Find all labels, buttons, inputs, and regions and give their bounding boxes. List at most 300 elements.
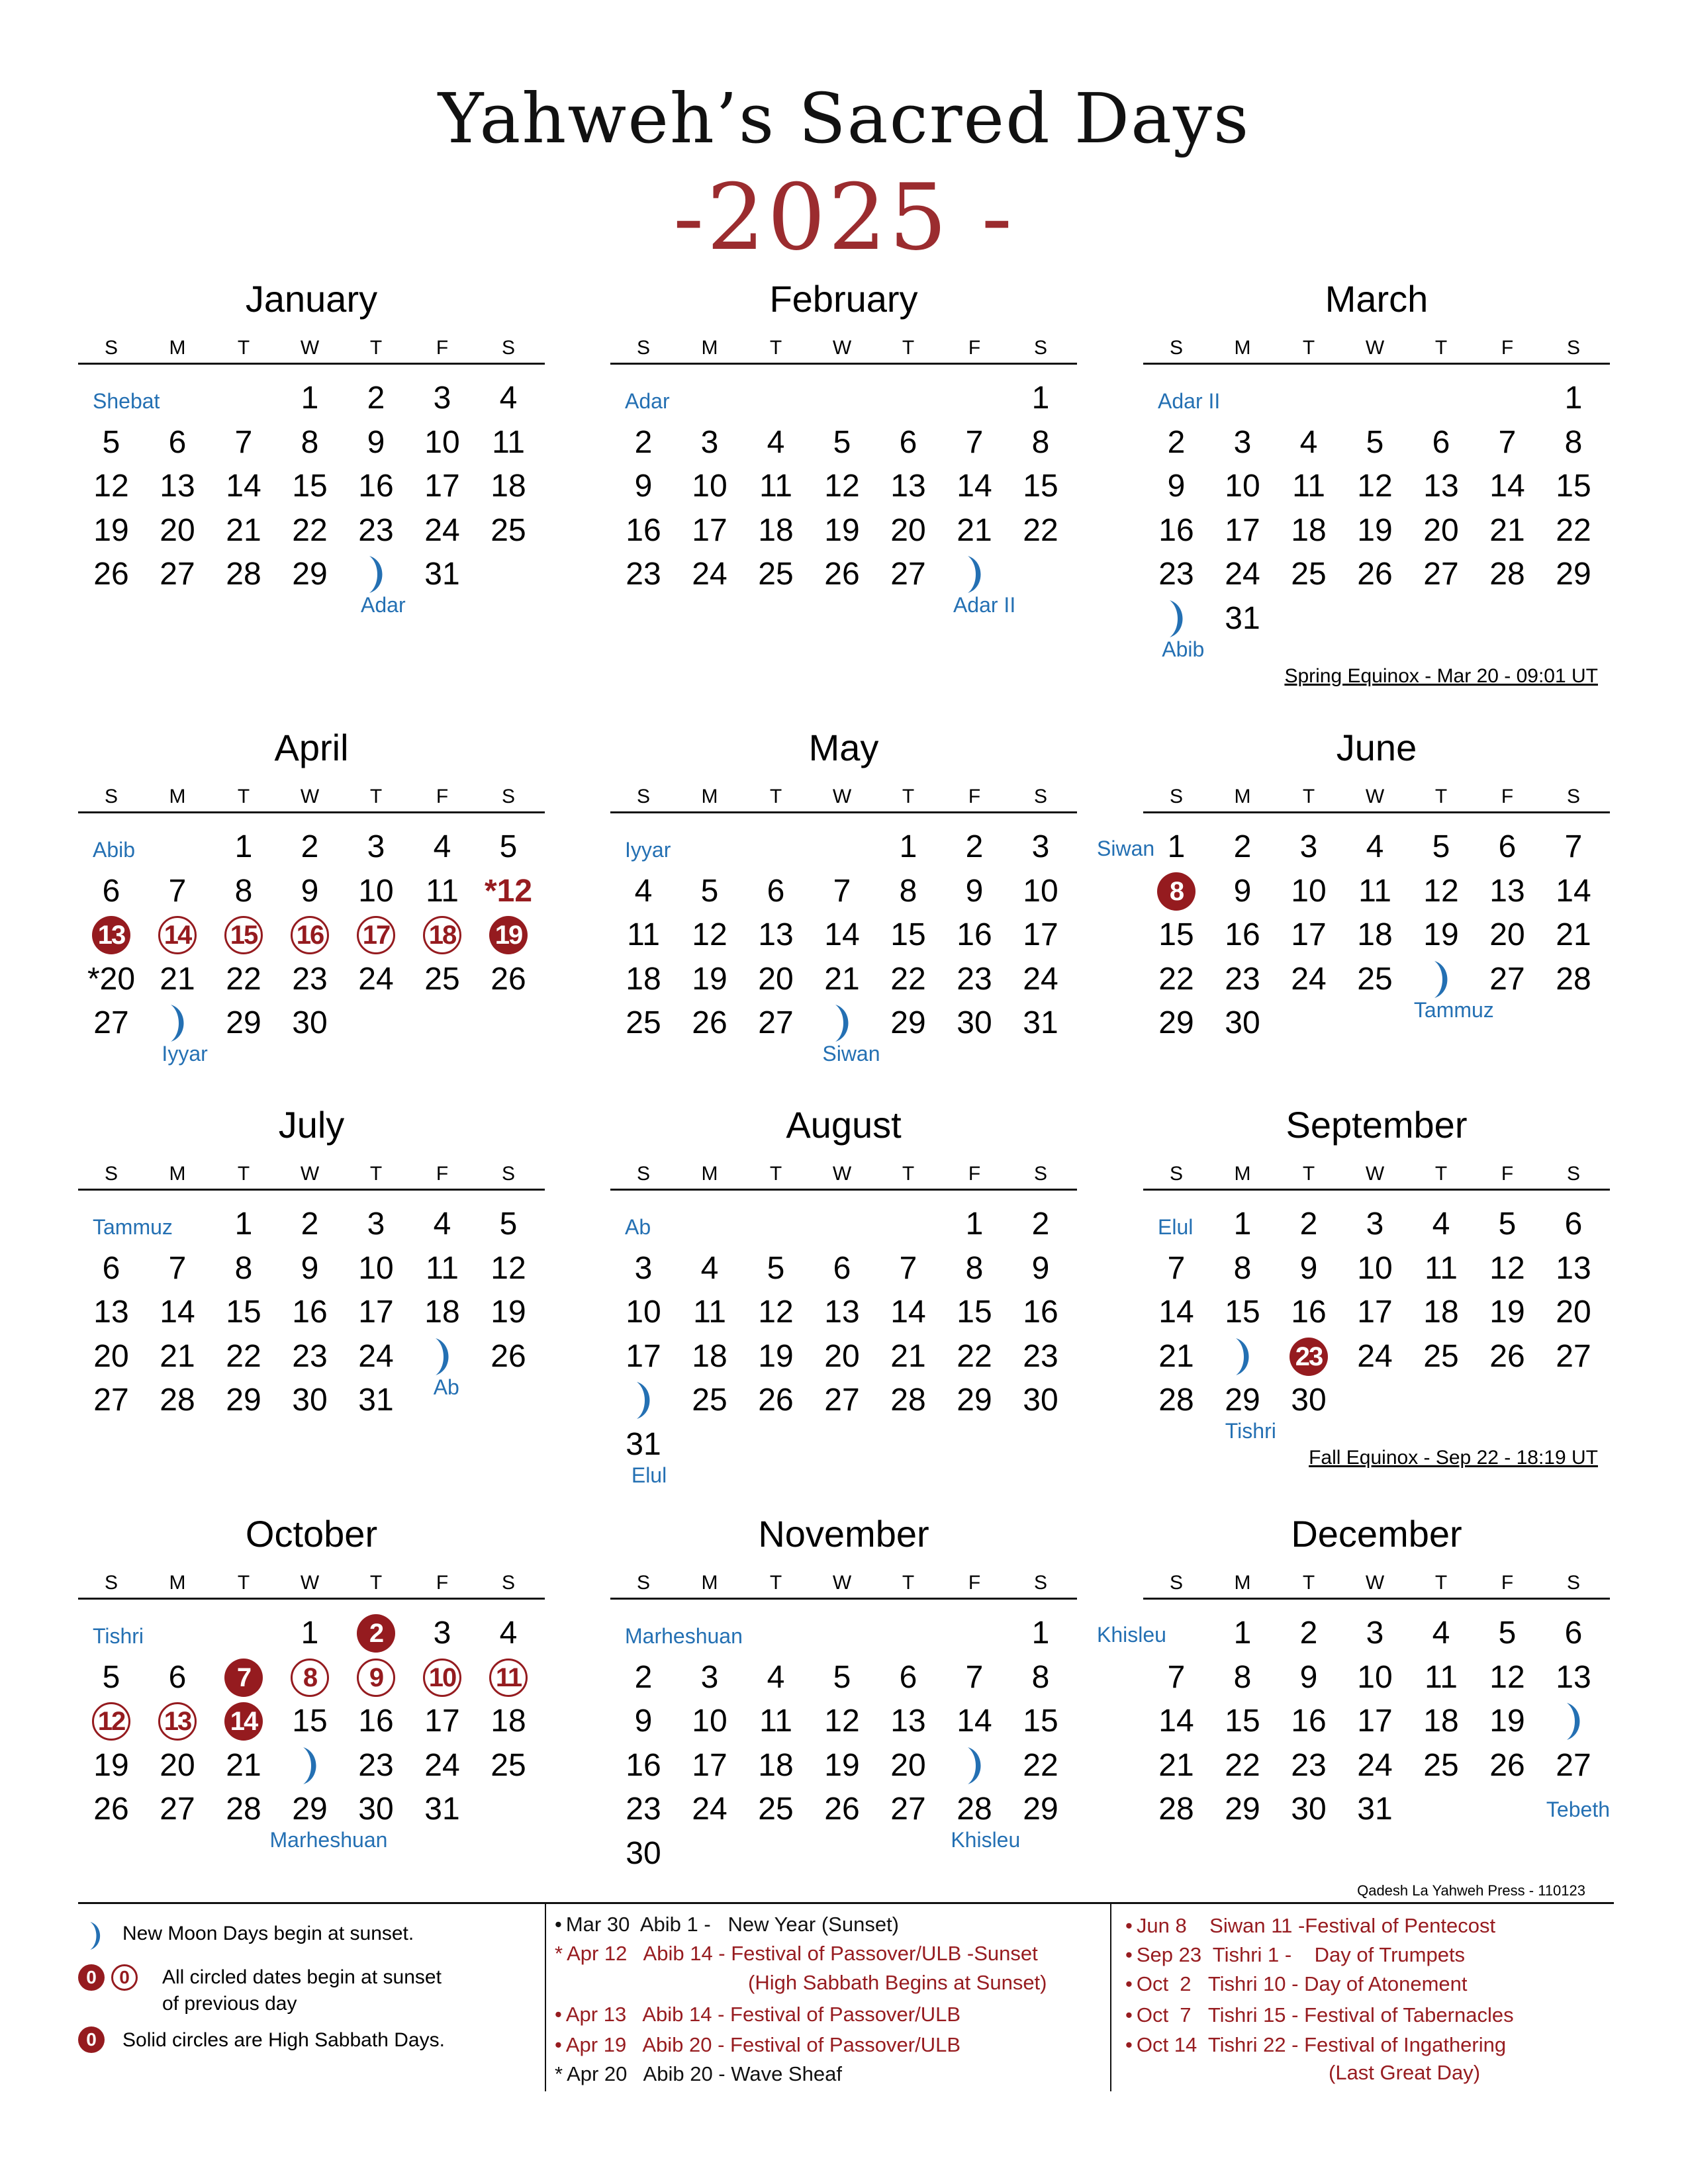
date-cell: 28 bbox=[226, 557, 261, 592]
date-cell: 16 bbox=[292, 1295, 328, 1330]
event-item bbox=[1125, 2002, 1514, 2028]
month-name: July bbox=[278, 1104, 345, 1146]
weekday-label: M bbox=[169, 1572, 186, 1594]
date-cell: 14 bbox=[226, 469, 261, 504]
date-cell: 20 bbox=[890, 1747, 926, 1783]
date-cell: 1 bbox=[1031, 1615, 1050, 1651]
date-cell: 6 bbox=[1564, 1206, 1583, 1242]
date-cell: 10 bbox=[1357, 1659, 1393, 1695]
date-cell: 19 bbox=[824, 512, 860, 548]
date-cell: 11 bbox=[1425, 1659, 1458, 1695]
date-cell: 4 bbox=[1432, 1206, 1450, 1242]
weekday-label: T bbox=[769, 1572, 782, 1594]
date-number: 8 bbox=[303, 1662, 317, 1692]
date-cell: 30 bbox=[957, 1005, 992, 1040]
date-cell: 4 bbox=[499, 381, 518, 416]
bullet-icon: • bbox=[555, 2003, 562, 2026]
date-cell: 15 bbox=[1158, 917, 1194, 952]
date-cell: 16 bbox=[957, 917, 992, 952]
crescent-moon-icon bbox=[294, 1746, 326, 1786]
date-cell: 10 bbox=[1225, 469, 1260, 504]
event-item bbox=[555, 2001, 961, 2028]
date-cell: 14 bbox=[957, 1704, 992, 1739]
date-cell: 23 bbox=[292, 961, 328, 997]
header-rule bbox=[610, 363, 1077, 365]
weekday-label: T bbox=[1434, 337, 1448, 359]
date-cell: 5 bbox=[833, 1659, 851, 1695]
event-text: Jun 8 Siwan 11 -Festival of Pentecost bbox=[1136, 1914, 1496, 1937]
date-cell: 17 bbox=[1291, 917, 1327, 952]
weekday-label: S bbox=[1169, 1572, 1183, 1594]
date-cell: 19 bbox=[824, 1747, 860, 1783]
weekday-label: T bbox=[1302, 1163, 1315, 1185]
weekday-label: T bbox=[902, 1163, 915, 1185]
date-cell: 31 bbox=[424, 1792, 460, 1827]
date-cell: 19 bbox=[1489, 1704, 1525, 1739]
hebrew-month-label: Adar II bbox=[953, 593, 1016, 617]
date-cell: 16 bbox=[1158, 512, 1194, 548]
date-cell: 26 bbox=[491, 961, 526, 997]
crescent-moon-icon bbox=[1558, 1702, 1589, 1741]
date-cell: 10 bbox=[358, 1250, 394, 1286]
feast-date bbox=[78, 1702, 144, 1741]
date-cell: 10 bbox=[358, 873, 394, 909]
date-cell: 9 bbox=[367, 424, 385, 460]
weekday-label: W bbox=[1365, 786, 1385, 807]
weekday-label: T bbox=[237, 337, 250, 359]
date-cell: 11 bbox=[627, 917, 660, 952]
bullet-icon: • bbox=[1125, 2003, 1133, 2026]
date-cell: 23 bbox=[358, 512, 394, 548]
hebrew-month-label: Siwan bbox=[822, 1042, 880, 1066]
crescent-moon-icon bbox=[1227, 1337, 1258, 1377]
high-sabbath-date bbox=[211, 1658, 277, 1698]
weekday-label: T bbox=[902, 786, 915, 807]
new-moon-icon bbox=[1540, 1702, 1607, 1741]
weekday-label: S bbox=[1033, 337, 1047, 359]
date-cell: 16 bbox=[358, 1704, 394, 1739]
date-cell: 10 bbox=[1023, 873, 1058, 909]
date-cell: 13 bbox=[160, 469, 195, 504]
weekday-label: T bbox=[369, 1572, 383, 1594]
crescent-moon-icon bbox=[360, 555, 392, 594]
date-cell: 31 bbox=[1357, 1792, 1393, 1827]
date-cell: 13 bbox=[1556, 1250, 1591, 1286]
date-cell: 20 bbox=[758, 961, 794, 997]
date-cell: 7 bbox=[833, 873, 851, 909]
feast-date bbox=[144, 915, 211, 955]
date-cell: 17 bbox=[1357, 1295, 1393, 1330]
high-sabbath-date bbox=[1276, 1337, 1342, 1377]
date-cell: 21 bbox=[824, 961, 860, 997]
date-cell: 31 bbox=[424, 557, 460, 592]
event-item bbox=[555, 2032, 961, 2058]
high-sabbath-date bbox=[475, 915, 541, 955]
weekday-label: M bbox=[1234, 1163, 1251, 1185]
legend-divider bbox=[78, 1902, 1614, 1904]
date-cell: 1 bbox=[1233, 1615, 1252, 1651]
date-cell: 14 bbox=[824, 917, 860, 952]
date-cell: 16 bbox=[1291, 1704, 1327, 1739]
date-cell: 16 bbox=[358, 469, 394, 504]
date-cell: 8 bbox=[965, 1250, 984, 1286]
date-cell: 12 bbox=[1357, 469, 1393, 504]
weekday-label: S bbox=[1566, 786, 1580, 807]
date-cell: 9 bbox=[965, 873, 984, 909]
weekday-label: T bbox=[237, 786, 250, 807]
date-cell: *20 bbox=[87, 961, 136, 997]
event-item bbox=[1329, 2060, 1480, 2086]
date-cell: 24 bbox=[1357, 1338, 1393, 1374]
date-cell: 21 bbox=[890, 1338, 926, 1374]
date-cell: 7 bbox=[1564, 829, 1583, 864]
legend-new-moon-text: New Moon Days begin at sunset. bbox=[122, 1923, 414, 1944]
date-cell: 27 bbox=[1556, 1747, 1591, 1783]
new-moon-icon bbox=[277, 1746, 343, 1786]
weekday-label: W bbox=[832, 1163, 852, 1185]
weekday-label: T bbox=[769, 786, 782, 807]
feast-date bbox=[277, 1658, 343, 1698]
date-number: 16 bbox=[296, 921, 324, 950]
date-cell: 16 bbox=[1291, 1295, 1327, 1330]
date-cell: 30 bbox=[1291, 1383, 1327, 1418]
asterisk-marker: * bbox=[555, 1942, 563, 1965]
weekday-label: W bbox=[300, 1572, 320, 1594]
date-cell: 10 bbox=[692, 1704, 727, 1739]
date-cell: 9 bbox=[634, 469, 653, 504]
new-moon-icon bbox=[1408, 960, 1474, 999]
year-heading: -2025 - bbox=[673, 164, 1015, 271]
date-cell: 27 bbox=[160, 557, 195, 592]
date-cell: 15 bbox=[1556, 469, 1591, 504]
date-cell: 22 bbox=[1023, 512, 1058, 548]
date-cell: 27 bbox=[1489, 961, 1525, 997]
date-cell: 11 bbox=[426, 873, 459, 909]
date-cell: 15 bbox=[1225, 1704, 1260, 1739]
date-cell: 2 bbox=[1233, 829, 1252, 864]
date-cell: 18 bbox=[1423, 1704, 1459, 1739]
date-cell: 18 bbox=[758, 1747, 794, 1783]
weekday-label: M bbox=[1234, 1572, 1251, 1594]
feast-date bbox=[277, 915, 343, 955]
weekday-label: F bbox=[1501, 1163, 1514, 1185]
date-cell: 19 bbox=[93, 512, 129, 548]
date-cell: 30 bbox=[1291, 1792, 1327, 1827]
date-cell: 3 bbox=[433, 381, 451, 416]
date-cell: 6 bbox=[1432, 424, 1450, 460]
weekday-label: S bbox=[104, 1572, 118, 1594]
date-cell: 4 bbox=[767, 424, 785, 460]
date-cell: 3 bbox=[700, 424, 719, 460]
weekday-label: M bbox=[169, 786, 186, 807]
date-cell: 18 bbox=[692, 1338, 727, 1374]
weekday-header bbox=[1143, 785, 1610, 809]
date-cell: 7 bbox=[965, 424, 984, 460]
date-cell: 22 bbox=[1158, 961, 1194, 997]
legend-circled-text-2: of previous day bbox=[162, 1993, 297, 2015]
date-cell: 23 bbox=[626, 1792, 661, 1827]
header-rule bbox=[78, 811, 545, 813]
weekday-label: W bbox=[300, 337, 320, 359]
date-cell: 3 bbox=[433, 1615, 451, 1651]
date-cell: 20 bbox=[1423, 512, 1459, 548]
page-title: Yahweh’s Sacred Days bbox=[438, 78, 1250, 159]
hebrew-month-label: Adar bbox=[361, 593, 406, 617]
date-cell: 8 bbox=[1031, 424, 1050, 460]
date-cell: 11 bbox=[492, 424, 525, 460]
date-cell: 24 bbox=[1357, 1747, 1393, 1783]
date-cell: 6 bbox=[102, 873, 120, 909]
weekday-label: T bbox=[902, 337, 915, 359]
weekday-label: F bbox=[968, 337, 981, 359]
date-cell: 2 bbox=[367, 381, 385, 416]
new-moon-icon bbox=[610, 1381, 677, 1420]
month-name: September bbox=[1286, 1104, 1468, 1146]
date-cell: 22 bbox=[890, 961, 926, 997]
date-number: 15 bbox=[230, 921, 258, 950]
date-cell: 20 bbox=[160, 1747, 195, 1783]
date-cell: 26 bbox=[491, 1338, 526, 1374]
date-cell: 18 bbox=[491, 469, 526, 504]
date-cell: 8 bbox=[1031, 1659, 1050, 1695]
date-cell: 29 bbox=[1158, 1005, 1194, 1040]
date-cell: 10 bbox=[1291, 873, 1327, 909]
date-cell: 20 bbox=[160, 512, 195, 548]
month-name: April bbox=[274, 727, 349, 768]
date-number: 11 bbox=[495, 1662, 522, 1692]
asterisk-marker: * bbox=[555, 2062, 563, 2085]
hebrew-month-label: Tammuz bbox=[1413, 997, 1494, 1022]
weekday-label: T bbox=[1434, 1163, 1448, 1185]
weekday-label: M bbox=[1234, 337, 1251, 359]
weekday-label: W bbox=[300, 786, 320, 807]
date-cell: 6 bbox=[1498, 829, 1517, 864]
hebrew-month-label: Tishri bbox=[1225, 1419, 1276, 1443]
date-cell: 3 bbox=[634, 1250, 653, 1286]
weekday-label: S bbox=[1566, 1163, 1580, 1185]
weekday-label: W bbox=[1365, 1572, 1385, 1594]
date-cell: 1 bbox=[965, 1206, 984, 1242]
header-rule bbox=[1143, 1598, 1610, 1600]
date-cell: 3 bbox=[367, 829, 385, 864]
header-rule bbox=[610, 811, 1077, 813]
date-cell: 15 bbox=[226, 1295, 261, 1330]
date-cell: 2 bbox=[1299, 1615, 1318, 1651]
date-cell: 31 bbox=[1225, 600, 1260, 636]
date-cell: 29 bbox=[226, 1005, 261, 1040]
date-cell: 25 bbox=[491, 1747, 526, 1783]
month-name: November bbox=[758, 1513, 929, 1555]
bullet-icon: • bbox=[1125, 1972, 1133, 1995]
date-cell: 19 bbox=[758, 1338, 794, 1374]
date-cell: 23 bbox=[1023, 1338, 1058, 1374]
bullet-icon: • bbox=[555, 2033, 562, 2056]
date-cell: 1 bbox=[899, 829, 917, 864]
date-cell: 7 bbox=[899, 1250, 917, 1286]
date-cell: 30 bbox=[358, 1792, 394, 1827]
date-cell: 26 bbox=[758, 1383, 794, 1418]
date-cell: 10 bbox=[424, 424, 460, 460]
date-cell: 29 bbox=[957, 1383, 992, 1418]
header-rule bbox=[78, 1189, 545, 1191]
hebrew-month-label: Shebat bbox=[93, 389, 160, 413]
header-rule bbox=[78, 363, 545, 365]
weekday-label: T bbox=[369, 786, 383, 807]
weekday-label: T bbox=[237, 1163, 250, 1185]
date-cell: 30 bbox=[292, 1005, 328, 1040]
date-cell: 9 bbox=[634, 1704, 653, 1739]
date-number: 7 bbox=[236, 1662, 251, 1692]
hebrew-month-label: Elul bbox=[1158, 1215, 1194, 1239]
date-cell: 2 bbox=[301, 829, 319, 864]
date-cell: 11 bbox=[1425, 1250, 1458, 1286]
date-number: 13 bbox=[97, 921, 125, 950]
event-item bbox=[555, 2061, 842, 2087]
date-cell: 26 bbox=[93, 557, 129, 592]
date-cell: 4 bbox=[634, 873, 653, 909]
legend-solid-text: Solid circles are High Sabbath Days. bbox=[122, 2029, 445, 2051]
date-cell: 14 bbox=[1158, 1295, 1194, 1330]
weekday-label: T bbox=[369, 337, 383, 359]
crescent-moon-icon bbox=[162, 1003, 193, 1043]
event-text: Apr 19 Abib 20 - Festival of Passover/ULB bbox=[565, 2033, 961, 2056]
hebrew-month-label: Khisleu bbox=[1097, 1623, 1166, 1647]
weekday-label: F bbox=[436, 337, 449, 359]
date-cell: 8 bbox=[1564, 424, 1583, 460]
date-cell: 25 bbox=[1357, 961, 1393, 997]
date-number: 9 bbox=[369, 1662, 383, 1692]
date-cell: 6 bbox=[899, 424, 917, 460]
date-cell: 13 bbox=[758, 917, 794, 952]
event-text: (Last Great Day) bbox=[1329, 2061, 1481, 2084]
date-cell: 18 bbox=[758, 512, 794, 548]
date-cell: 13 bbox=[1489, 873, 1525, 909]
new-moon-icon bbox=[144, 1003, 211, 1043]
date-cell: 27 bbox=[93, 1383, 129, 1418]
month-name: August bbox=[786, 1104, 902, 1146]
new-moon-icon bbox=[1209, 1337, 1276, 1377]
date-cell: 24 bbox=[424, 512, 460, 548]
date-cell: 13 bbox=[824, 1295, 860, 1330]
feast-date bbox=[409, 915, 475, 955]
date-cell: 30 bbox=[1225, 1005, 1260, 1040]
date-cell: 24 bbox=[692, 557, 727, 592]
date-cell: 27 bbox=[890, 557, 926, 592]
date-cell: 14 bbox=[160, 1295, 195, 1330]
weekday-label: F bbox=[968, 1572, 981, 1594]
date-cell: 25 bbox=[1423, 1338, 1459, 1374]
date-cell: 9 bbox=[1299, 1659, 1318, 1695]
date-cell: 23 bbox=[957, 961, 992, 997]
equinox-note: Fall Equinox - Sep 22 - 18:19 UT bbox=[1309, 1447, 1598, 1469]
date-cell: 28 bbox=[160, 1383, 195, 1418]
weekday-header bbox=[610, 785, 1077, 809]
date-cell: 22 bbox=[226, 1338, 261, 1374]
date-cell: 19 bbox=[1357, 512, 1393, 548]
date-cell: 12 bbox=[491, 1250, 526, 1286]
event-text: Sep 23 Tishri 1 - Day of Trumpets bbox=[1136, 1943, 1466, 1966]
date-cell: 30 bbox=[626, 1835, 661, 1871]
date-cell: 13 bbox=[1423, 469, 1459, 504]
date-cell: 4 bbox=[433, 829, 451, 864]
bullet-icon: • bbox=[555, 1913, 562, 1936]
weekday-label: M bbox=[701, 1163, 718, 1185]
date-cell: 21 bbox=[160, 961, 195, 997]
solid-circle-icon: 0 bbox=[78, 2026, 105, 2053]
weekday-label: S bbox=[636, 1572, 650, 1594]
weekday-label: S bbox=[636, 786, 650, 807]
bullet-icon: • bbox=[1125, 2033, 1133, 2056]
date-cell: 24 bbox=[1023, 961, 1058, 997]
date-cell: 14 bbox=[1489, 469, 1525, 504]
date-cell: 21 bbox=[1556, 917, 1591, 952]
date-cell: 27 bbox=[1423, 557, 1459, 592]
event-text: (High Sabbath Begins at Sunset) bbox=[748, 1971, 1047, 1994]
date-cell: 23 bbox=[626, 557, 661, 592]
date-cell: 24 bbox=[424, 1747, 460, 1783]
date-cell: 22 bbox=[1556, 512, 1591, 548]
month-name: October bbox=[245, 1513, 378, 1555]
weekday-label: F bbox=[968, 1163, 981, 1185]
date-cell: 27 bbox=[160, 1792, 195, 1827]
weekday-label: S bbox=[1169, 786, 1183, 807]
date-cell: 30 bbox=[292, 1383, 328, 1418]
date-cell: 24 bbox=[1291, 961, 1327, 997]
weekday-header bbox=[1143, 1162, 1610, 1186]
weekday-label: F bbox=[436, 1163, 449, 1185]
date-cell: 5 bbox=[499, 1206, 518, 1242]
new-moon-icon bbox=[83, 1919, 107, 1952]
weekday-header bbox=[610, 1162, 1077, 1186]
date-cell: 6 bbox=[102, 1250, 120, 1286]
date-cell: 8 bbox=[1233, 1250, 1252, 1286]
date-cell: 15 bbox=[957, 1295, 992, 1330]
hebrew-month-label: Ab bbox=[625, 1215, 651, 1239]
date-cell: 15 bbox=[890, 917, 926, 952]
date-cell: 12 bbox=[758, 1295, 794, 1330]
weekday-label: T bbox=[769, 337, 782, 359]
event-item bbox=[555, 1911, 899, 1938]
date-cell: 27 bbox=[824, 1383, 860, 1418]
weekday-label: S bbox=[1033, 1163, 1047, 1185]
weekday-label: F bbox=[1501, 1572, 1514, 1594]
date-cell: 4 bbox=[499, 1615, 518, 1651]
date-cell: 15 bbox=[1225, 1295, 1260, 1330]
date-cell: 17 bbox=[358, 1295, 394, 1330]
date-cell: 11 bbox=[1358, 873, 1391, 909]
date-cell: 17 bbox=[692, 1747, 727, 1783]
date-cell: 3 bbox=[1299, 829, 1318, 864]
date-cell: 29 bbox=[890, 1005, 926, 1040]
date-cell: 4 bbox=[767, 1659, 785, 1695]
date-cell: 3 bbox=[1366, 1615, 1384, 1651]
date-cell: 21 bbox=[1489, 512, 1525, 548]
outline-circle-icon: 0 bbox=[111, 1964, 138, 1991]
solid-circle-icon: 0 bbox=[78, 1964, 105, 1991]
weekday-label: T bbox=[1434, 1572, 1448, 1594]
date-cell: 11 bbox=[693, 1295, 726, 1330]
date-cell: 22 bbox=[1023, 1747, 1058, 1783]
date-cell: 21 bbox=[226, 512, 261, 548]
date-cell: 17 bbox=[1023, 917, 1058, 952]
feast-date bbox=[343, 915, 409, 955]
date-cell: 6 bbox=[833, 1250, 851, 1286]
date-cell: 7 bbox=[1167, 1250, 1186, 1286]
weekday-label: F bbox=[436, 786, 449, 807]
date-cell: 3 bbox=[700, 1659, 719, 1695]
header-rule bbox=[1143, 1189, 1610, 1191]
date-cell: 14 bbox=[1158, 1704, 1194, 1739]
